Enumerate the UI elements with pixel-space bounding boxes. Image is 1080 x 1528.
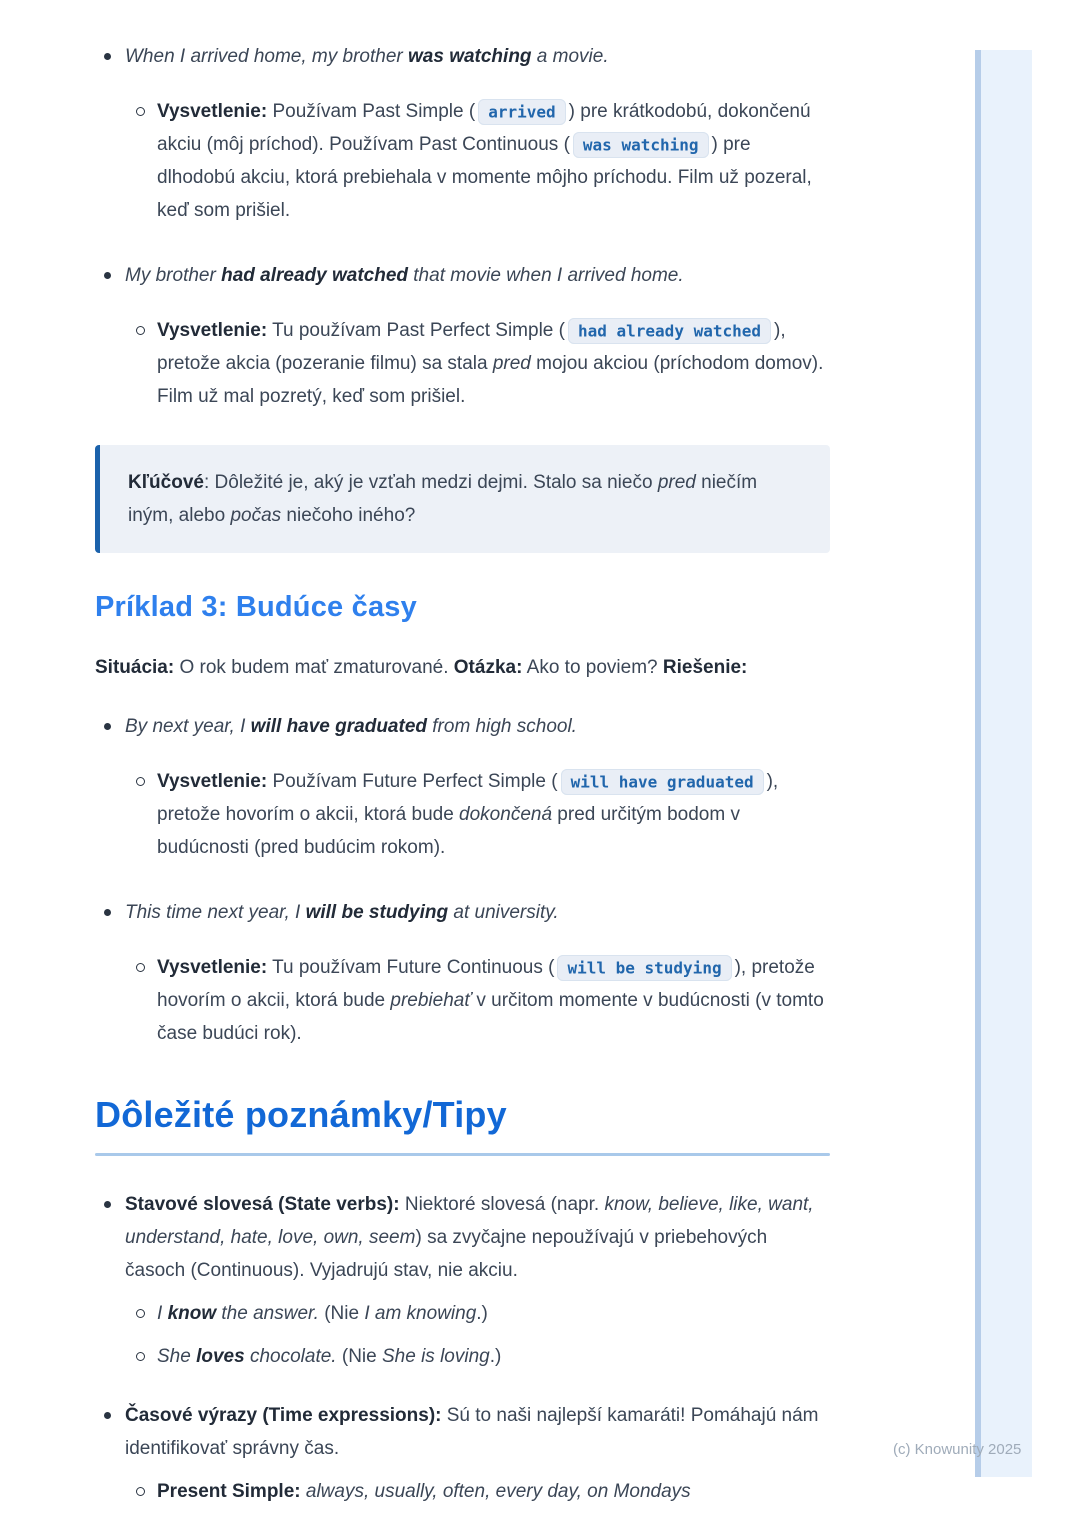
inline-code-chip: will have graduated bbox=[561, 769, 764, 795]
explanation-text bbox=[157, 951, 830, 1050]
bullet-circle-icon bbox=[136, 1487, 145, 1496]
text-run: Ako to poviem? bbox=[522, 657, 663, 678]
inline-code-chip: will be studying bbox=[557, 955, 731, 981]
text-run: pred bbox=[657, 472, 696, 493]
text-run: Používam Past Simple ( bbox=[267, 101, 476, 122]
tip-example bbox=[157, 1475, 830, 1508]
copyright-footer: (c) Knowunity 2025 bbox=[893, 1441, 1022, 1458]
text-run: Vysvetlenie: bbox=[157, 101, 268, 122]
example-bullet-past bbox=[95, 40, 830, 73]
example-sentence bbox=[125, 896, 830, 929]
text-run: I bbox=[157, 1303, 168, 1324]
text-run: the answer. bbox=[216, 1303, 319, 1324]
heading-underline bbox=[95, 1153, 830, 1156]
tip-sub-present-simple bbox=[95, 1475, 830, 1508]
text-run: Tu používam Future Continuous ( bbox=[267, 957, 555, 978]
explanation-text bbox=[157, 95, 830, 227]
text-run: dokončená bbox=[459, 804, 553, 825]
situation-paragraph bbox=[95, 651, 830, 684]
text-run: know, believe, like, want, understand, hate, love, own, seem bbox=[125, 1194, 814, 1248]
tip-sub-loves bbox=[95, 1340, 830, 1373]
example-sentence bbox=[125, 710, 830, 743]
text-run: počas bbox=[230, 505, 282, 526]
example-bullet-future-perfect bbox=[95, 710, 830, 743]
right-margin-strip bbox=[975, 50, 1032, 1477]
bullet-circle-icon bbox=[136, 107, 145, 116]
bullet-dot-icon bbox=[104, 723, 111, 730]
bullet-dot-icon bbox=[104, 53, 111, 60]
text-run: Sú to naši najlepší kamaráti! Pomáhajú nám identifikovať správny čas. bbox=[125, 1405, 819, 1459]
text-run: pred určitým bodom v budúcnosti (pred budúcim rokom). bbox=[157, 804, 740, 858]
text-run: always, usually, often, every day, on Mondays bbox=[300, 1481, 691, 1502]
text-run: v určitom momente v budúcnosti (v tomto čase budúci rok). bbox=[157, 990, 824, 1044]
text-run: Vysvetlenie: bbox=[157, 957, 268, 978]
text-run: ), pretože akcia (pozeranie filmu) sa stala bbox=[157, 320, 786, 374]
text-run: Časové výrazy (Time expressions): bbox=[125, 1405, 442, 1426]
text-run: .) bbox=[476, 1303, 488, 1324]
text-run: Vysvetlenie: bbox=[157, 320, 268, 341]
text-run: Tu používam Past Perfect Simple ( bbox=[267, 320, 565, 341]
text-run: loves bbox=[196, 1346, 245, 1367]
explanation-text bbox=[157, 314, 830, 413]
text-run: was watching bbox=[408, 46, 532, 67]
key-callout-box bbox=[95, 445, 830, 553]
text-run: (Nie bbox=[318, 1303, 365, 1324]
text-run: niečoho iného? bbox=[281, 505, 416, 526]
section-heading-example3: Príklad 3: Budúce časy bbox=[95, 591, 417, 623]
text-run: know bbox=[167, 1303, 217, 1324]
text-run: I am knowing bbox=[364, 1303, 477, 1324]
text-run: had already watched bbox=[221, 265, 408, 286]
text-run: Používam Future Perfect Simple ( bbox=[267, 771, 558, 792]
text-run: from high school. bbox=[427, 716, 577, 737]
page-heading-notes-tips: Dôležité poznámky/Tipy bbox=[95, 1094, 507, 1135]
inline-code-chip: arrived bbox=[478, 99, 565, 125]
text-run: ), pretože hovorím o akcii, ktorá bude bbox=[157, 771, 779, 825]
explanation-bullet-future-perfect bbox=[95, 765, 830, 864]
bullet-dot-icon bbox=[104, 1412, 111, 1419]
explanation-text bbox=[157, 765, 830, 864]
text-run: She is loving bbox=[382, 1346, 490, 1367]
explanation-bullet-future-continuous bbox=[95, 951, 830, 1050]
bullet-circle-icon bbox=[136, 963, 145, 972]
bullet-dot-icon bbox=[104, 272, 111, 279]
bullet-circle-icon bbox=[136, 777, 145, 786]
text-run: Niektoré slovesá (napr. bbox=[399, 1194, 605, 1215]
example-bullet-past-perfect bbox=[95, 259, 830, 292]
tip-text bbox=[125, 1188, 830, 1287]
text-run: When I arrived home, my brother bbox=[125, 46, 408, 67]
text-run: pred bbox=[492, 353, 531, 374]
text-run: (Nie bbox=[336, 1346, 382, 1367]
text-run: ) pre dlhodobú akciu, ktorá prebiehala v momente môjho príchodu. Film už pozeral, keď som prišiel. bbox=[157, 134, 812, 221]
text-run: that movie when I arrived home. bbox=[408, 265, 684, 286]
bullet-circle-icon bbox=[136, 326, 145, 335]
text-run: ) pre krátkodobú, dokončenú akciu (môj príchod). Používam Past Continuous ( bbox=[157, 101, 811, 155]
bullet-dot-icon bbox=[104, 909, 111, 916]
text-run: .) bbox=[489, 1346, 502, 1367]
example-sentence bbox=[125, 40, 830, 73]
text-run: chocolate. bbox=[244, 1346, 337, 1367]
text-run: My brother bbox=[125, 265, 222, 286]
text-run: mojou akciou (príchodom domov). Film už mal pozretý, keď som prišiel. bbox=[157, 353, 824, 407]
example-bullet-future-continuous bbox=[95, 896, 830, 929]
text-run: Otázka: bbox=[453, 657, 523, 678]
tip-bullet-state-verbs bbox=[95, 1188, 830, 1287]
text-run: : Dôležité je, aký je vzťah medzi dejmi. Stalo sa niečo bbox=[203, 472, 658, 493]
bullet-dot-icon bbox=[104, 1201, 111, 1208]
tip-sub-know bbox=[95, 1297, 830, 1330]
text-run: She bbox=[157, 1346, 197, 1367]
text-run: ), pretože hovorím o akcii, ktorá bude bbox=[157, 957, 815, 1011]
text-run: Situácia: bbox=[95, 657, 175, 678]
text-run: a movie. bbox=[531, 46, 609, 67]
tip-example bbox=[157, 1340, 830, 1373]
inline-code-chip: had already watched bbox=[568, 318, 771, 344]
text-run: Riešenie: bbox=[662, 657, 748, 678]
example-sentence bbox=[125, 259, 830, 292]
document-content bbox=[95, 40, 830, 1508]
text-run: prebiehať bbox=[390, 990, 472, 1011]
text-run: ) sa zvyčajne nepoužívajú v priebehových časoch (Continuous). Vyjadrujú stav, nie akciu. bbox=[125, 1227, 768, 1281]
explanation-bullet-past-perfect bbox=[95, 314, 830, 413]
text-run: This time next year, I bbox=[125, 902, 306, 923]
inline-code-chip: was watching bbox=[573, 132, 709, 158]
bullet-circle-icon bbox=[136, 1352, 145, 1361]
tip-text bbox=[125, 1399, 830, 1465]
tip-example bbox=[157, 1297, 830, 1330]
text-run: niečím iným, alebo bbox=[128, 472, 758, 526]
text-run: will have graduated bbox=[250, 716, 427, 737]
text-run: Kľúčové bbox=[128, 472, 204, 493]
explanation-bullet-past bbox=[95, 95, 830, 227]
text-run: By next year, I bbox=[125, 716, 251, 737]
bullet-circle-icon bbox=[136, 1309, 145, 1318]
text-run: Stavové slovesá (State verbs): bbox=[125, 1194, 400, 1215]
text-run: Vysvetlenie: bbox=[157, 771, 268, 792]
callout-text bbox=[128, 466, 802, 532]
tip-bullet-time-expressions bbox=[95, 1399, 830, 1465]
text-run: at university. bbox=[448, 902, 559, 923]
text-run: will be studying bbox=[305, 902, 449, 923]
text-run: O rok budem mať zmaturované. bbox=[174, 657, 454, 678]
text-run: Present Simple: bbox=[157, 1481, 301, 1502]
